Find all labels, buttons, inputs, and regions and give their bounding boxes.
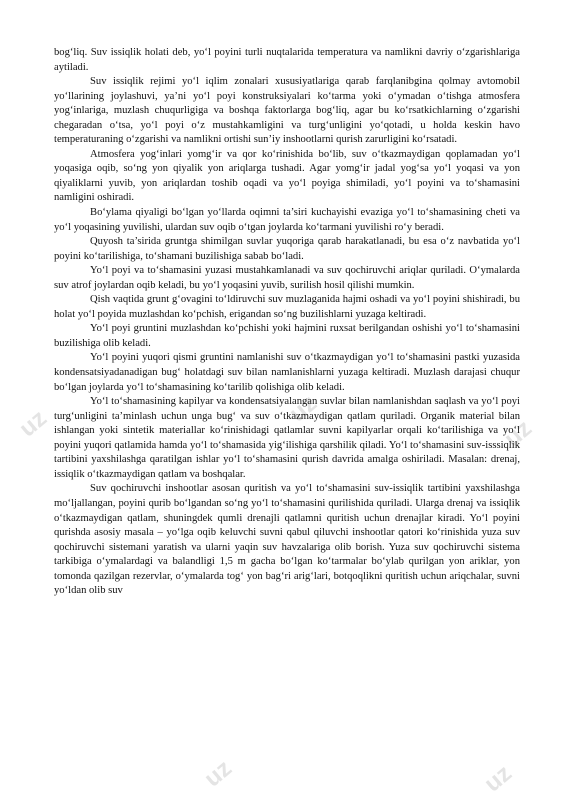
paragraph: Quyosh ta’sirida gruntga shimilgan suvlar yuqoriga qarab harakatlanadi, bu esa o‘z navbatida yo‘l poyini ko‘tarilishiga, to‘shamani buzilishiga sabab bo‘ladi. <box>54 236 520 262</box>
paragraph: bog‘liq. Suv issiqlik holati deb, yo‘l poyini turli nuqtalarida temperatura va namlikni davriy o‘zgarishlariga aytiladi. <box>54 47 520 73</box>
watermark: uz <box>479 759 517 798</box>
watermark: uz <box>284 389 322 428</box>
watermark: uz <box>499 414 537 453</box>
paragraph: Suv issiqlik rejimi yo‘l iqlim zonalari xususiyatlariga qarab farqlanibgina qolmay avtomobil yo‘llarining joylashuvi, ya’ni yo‘l poyi konstruksiyalari ko‘tarma yoki o‘ymadan o‘tishga atmosfera yog‘inlariga, muzlash chuqurligiga va boshqa faktorlarga bog‘liq, agar bu ko‘rsatkichlarning o‘zgarishi chegaradan o‘tsa, yo‘l poyi o‘z mustahkamligini va turg‘unligini yo‘qotadi, u holda keskin havo temperaturaning o‘zgarishi va namlikni ortishi sun’iy inshootlarni qurish zarurligini ko‘rsatadi. <box>54 76 520 146</box>
watermark: uz <box>14 404 52 443</box>
document-page <box>54 46 520 599</box>
paragraph: Yo‘l poyi gruntini muzlashdan ko‘pchishi yoki hajmini ruxsat berilgandan oshishi yo‘l to‘shamasini buzilishiga olib keladi. <box>54 323 520 349</box>
paragraph: Suv qochiruvchi inshootlar asosan quritish va yo‘l to‘shamasini suv-issiqlik tartibini yaxshilashga mo‘ljallangan, poyini qurib bo‘lgandan so‘ng yo‘l to‘shamasini qurilishida quriladi. Ularga drenaj va issiqlik o‘tkazmaydigan qatlam, shuningdek qumli drenajli qatlamni quritish uchun drenajlar kiradi. Yo‘l poyini qurishda asosiy masala – yo‘lga oqib keluvchi suvni qabul qiluvchi inshootlar qatori ko‘rinishida yuza suv qochiruvchi sistemani yaratish va ularni yaqin suv havzalariga olib borish. Yuza suv qochiruvchi sistema tarkibiga o‘ymalardagi va balandligi 1,5 m gacha bo‘lgan ko‘tarmalar bo‘ylab qurilgan yon ariklar, yon tomonda qazilgan rezervlar, o‘ymalarda tog‘ yon bag‘ri arig‘lari, botqoqlikni quritish uchun ariqchalar, suvni yo‘ldan olib suv <box>54 483 520 597</box>
paragraph: Atmosfera yog‘inlari yomg‘ir va qor ko‘rinishida bo‘lib, suv o‘tkazmaydigan qoplamadan yo‘l yoqasiga oqib, so‘ng yon qiyalik yon ariqlarga tushadi. Agar yomg‘ir jadal yog‘sa yo‘l yoqasi va yon qiyaliklarni yuvib, yon ariqlardan toshib oqadi va yo‘l poyiga shimiladi, yo‘l poyini va to‘shamasini namligini oshiradi. <box>54 148 520 204</box>
paragraph: Qish vaqtida grunt g‘ovagini to‘ldiruvchi suv muzlaganida hajmi oshadi va yo‘l poyini shishiradi, bu holat yo‘l poyida muzlashdan ko‘pchish, erigandan so‘ng buzilishlarni yuzaga keltiradi. <box>54 294 520 320</box>
paragraph: Bo‘ylama qiyaligi bo‘lgan yo‘llarda oqimni ta’siri kuchayishi evaziga yo‘l to‘shamasining cheti va yo‘l yoqasining yuvilishi, ulardan suv oqib o‘tgan joylarda ko‘tarmani yuvilishi ro‘y beradi. <box>54 207 520 233</box>
watermark: uz <box>199 754 237 793</box>
paragraph: Yo‘l poyi va to‘shamasini yuzasi mustahkamlanadi va suv qochiruvchi ariqlar quriladi. O‘ymalarda suv atrof joylardan oqib keladi, bu yo‘l yoqasini yuvib, surilish hosil qilishi mumkin. <box>54 265 520 291</box>
paragraph: Yo‘l poyini yuqori qismi gruntini namlanishi suv o‘tkazmaydigan yo‘l to‘shamasini pastki yuzasida kondensatsiyadanadigan bug‘ holatdagi suv bilan namlanishlarni yuzaga keltiradi. Muzlash darajasi chuqur bo‘lgan joylarda yo‘l to‘shamasining ko‘tarilib qolishiga olib keladi. <box>54 352 520 393</box>
paragraph: Yo‘l to‘shamasining kapilyar va kondensatsiyalangan suvlar bilan namlanishdan saqlash va yo‘l poyi turg‘unligini ta’minlash uchun unga bug‘ va suv o‘tkazmaydigan qatlam quriladi. Organik material bilan ishlangan yoki sintetik materiallar ko‘rinishidagi qatlamlar suvni kapilyarlar orqali ko‘tarilishiga va yo‘l poyini yuqori qatlamida hamda yo‘l to‘shamasida yig‘ilishiga qarshilik qiladi. Yo‘l to‘shamasini suv-isssiqlik tartibini yaxshilashga qaratilgan ishlar yo‘l to‘shamasini qurish davrida amalga oshiriladi. Masalan: drenaj, issiqlik o‘tkazmaydigan qatlam va boshqalar. <box>54 396 520 480</box>
